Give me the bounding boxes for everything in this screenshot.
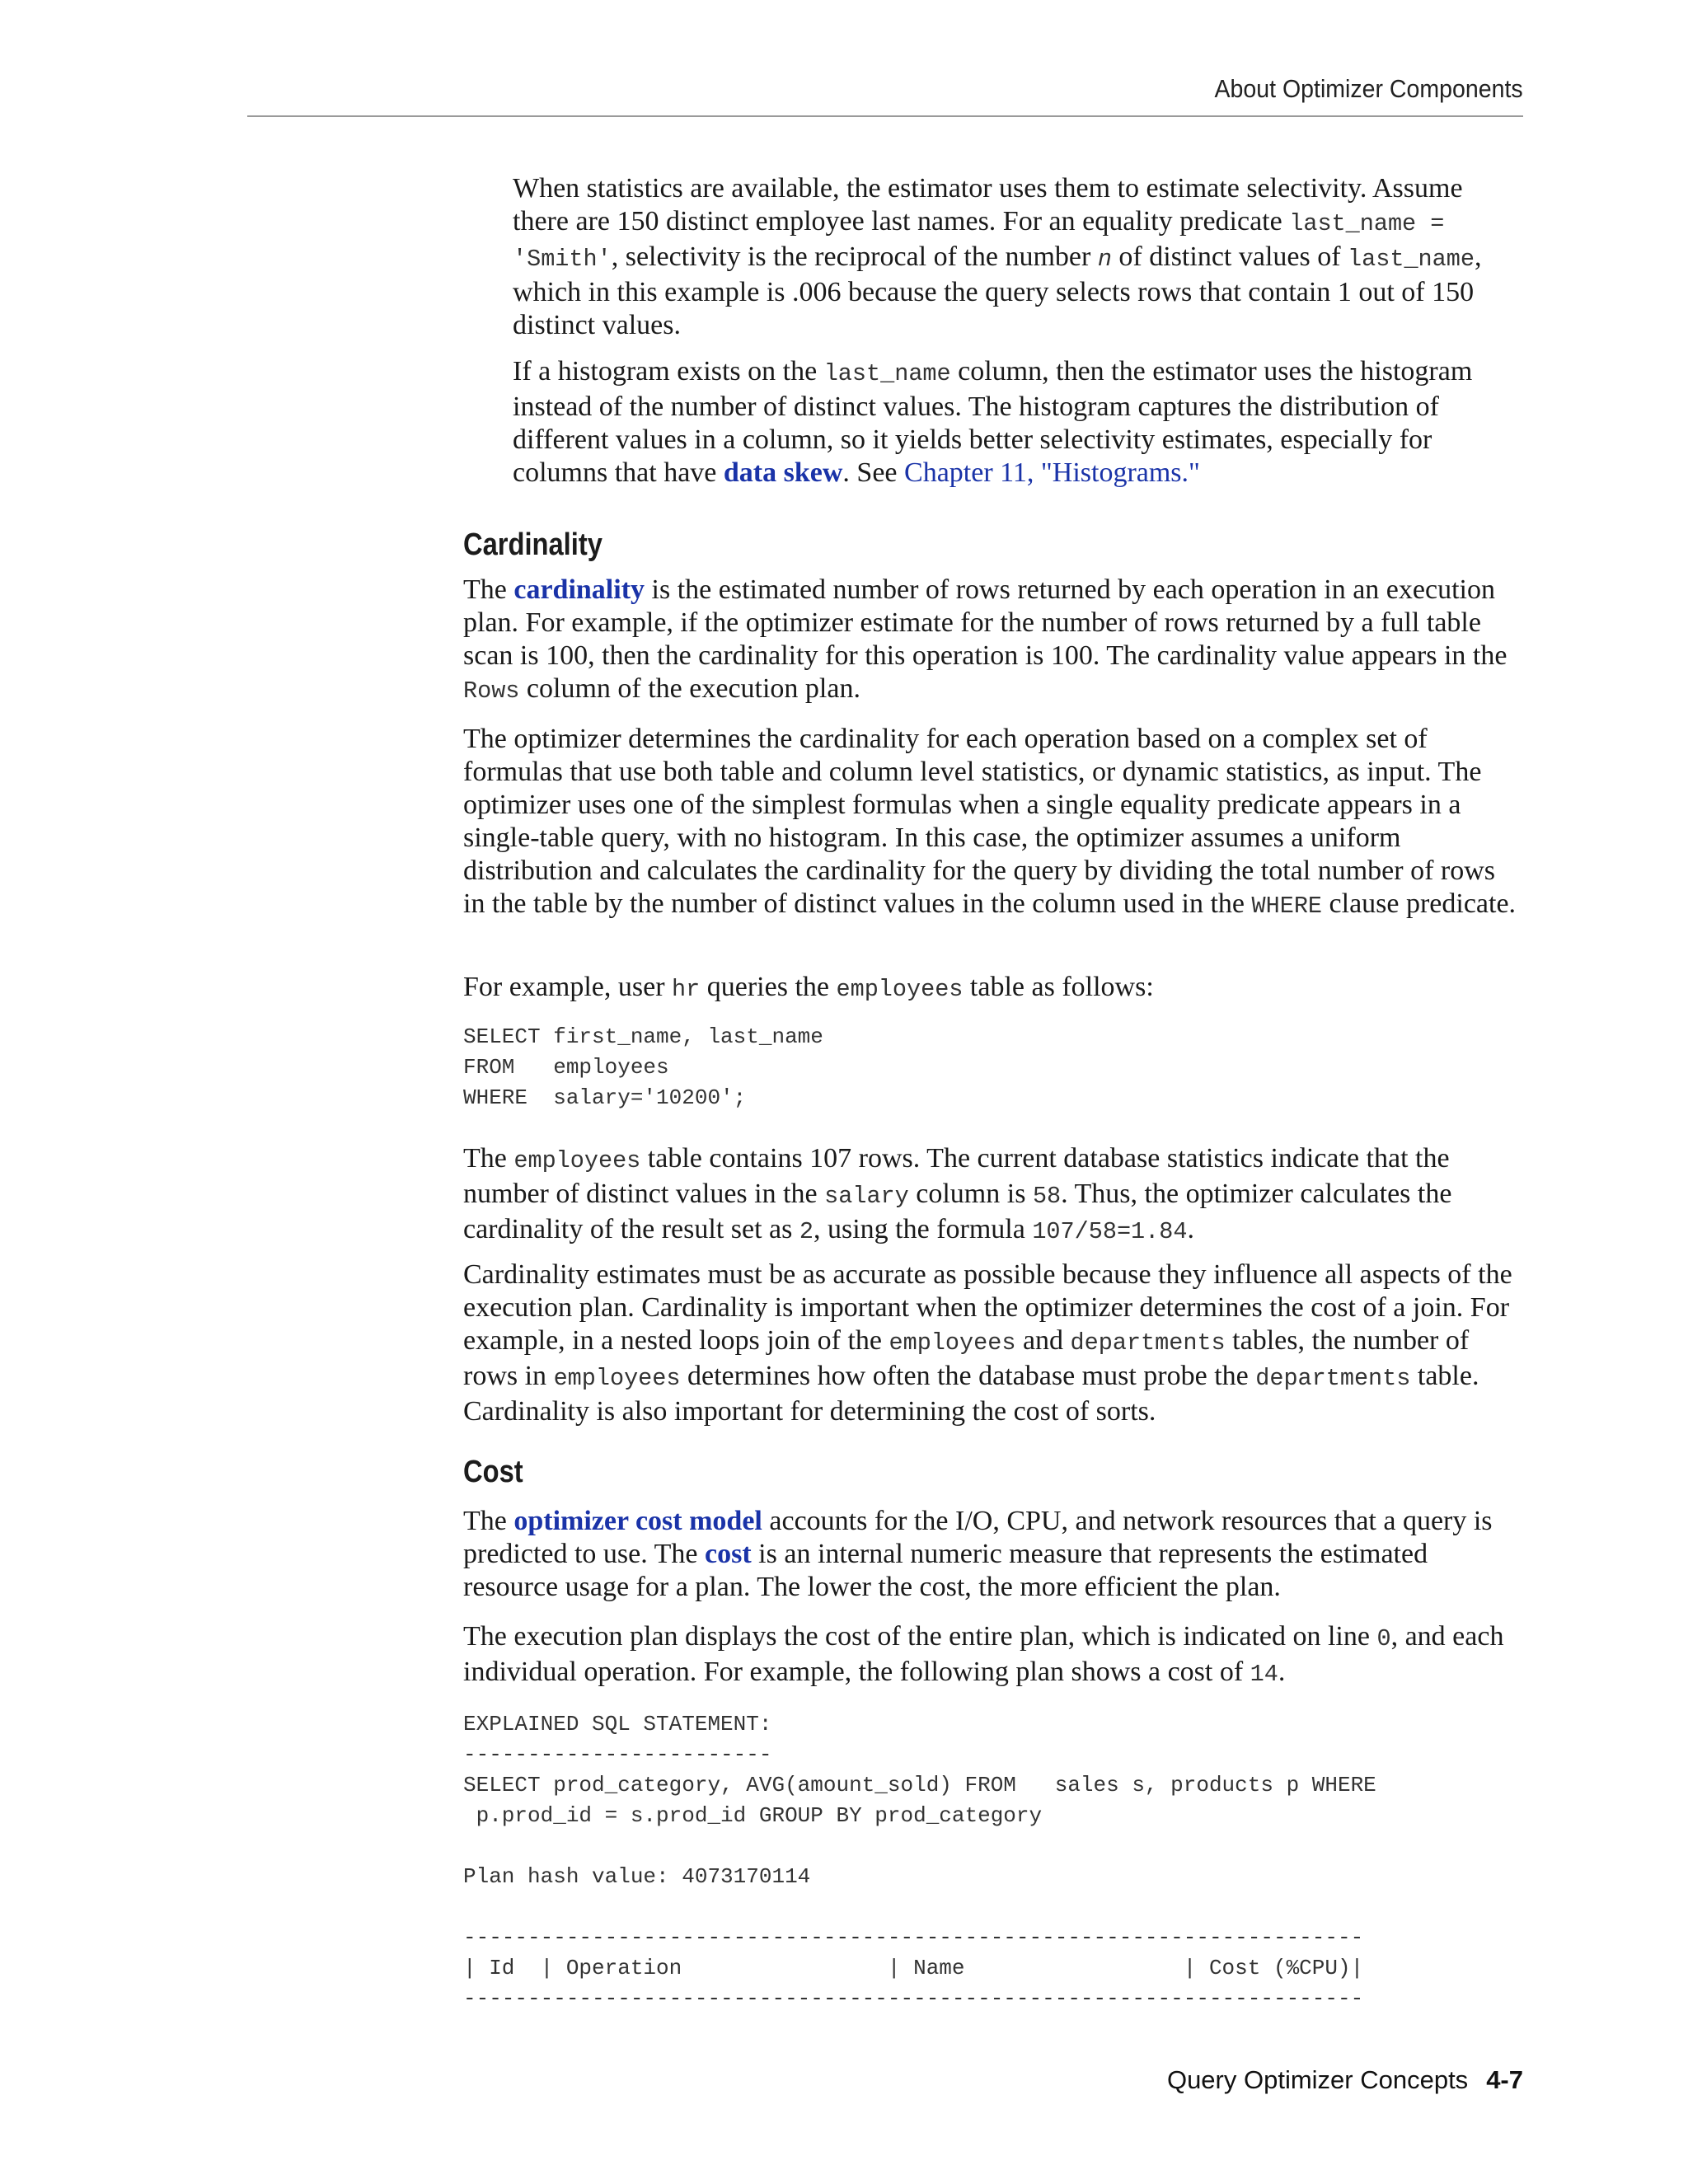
text: The execution plan displays the cost of the entire plan, which is indicated on line [463, 1621, 1377, 1652]
text: column, then the estimator uses the histogram instead of the number of distinct values. The histogram captures the distribution of different values in a column, so it yields better selectivity estimates, especially for columns that have [513, 356, 1473, 488]
inline-code: 107/58=1.84 [1032, 1218, 1188, 1245]
inline-code: 58 [1032, 1183, 1062, 1210]
text: column of the execution plan. [519, 673, 860, 704]
text: If a histogram exists on the [513, 356, 824, 387]
cost-paragraph-2 [463, 1620, 1523, 1691]
text: When statistics are available, the estimator uses them to estimate selectivity. Assume there are 150 distinct employee last names. For an equality predicate [513, 173, 1463, 237]
text: For example, user [463, 972, 673, 1002]
inline-code: departments [1070, 1329, 1226, 1357]
text: . [1187, 1214, 1194, 1244]
inline-code: 14 [1250, 1661, 1278, 1688]
cardinality-paragraph-3 [463, 971, 1523, 1006]
inline-variable: n [1097, 246, 1112, 273]
text: The optimizer determines the cardinality for each operation based on a complex set of formulas that use both table and column level statistics, or dynamic statistics, as input. The optimizer uses one of the simplest formulas when a single equality predicate appears in a single-table query, with no histogram. In this case, the optimizer assumes a uniform distribution and calculates the cardinality for the query by dividing the total number of rows in the table by the number of distinct values in the column used in the [463, 724, 1496, 919]
inline-code: hr [672, 976, 701, 1003]
inline-code: employees [553, 1365, 681, 1392]
intro-paragraph-1 [513, 172, 1523, 342]
inline-code: WHERE [1251, 893, 1323, 920]
inline-code: Rows [463, 677, 520, 705]
text: column is [908, 1179, 1033, 1209]
chapter-11-histograms-link[interactable]: Chapter 11, "Histograms." [904, 457, 1200, 488]
text: is the estimated number of rows returned by each operation in an execution plan. For example, if the optimizer estimate for the number of rows returned by a full table scan is 100, then the cardinality for this operation is 100. The cardinality value appears in the [463, 574, 1507, 671]
inline-code: departments [1255, 1365, 1411, 1392]
glossary-link-cost[interactable]: cost [705, 1539, 752, 1569]
text: of distinct values of [1111, 241, 1348, 272]
text: , selectivity is the reciprocal of the number [611, 241, 1098, 272]
inline-code: employees [836, 976, 964, 1003]
cost-paragraph-1 [463, 1505, 1523, 1604]
text: , using the formula [813, 1214, 1033, 1244]
inline-code: last_name = 'Smith' [513, 210, 1445, 273]
text: accounts for the I/O, CPU, and network resources that a query is predicted to use. The [463, 1506, 1493, 1569]
cardinality-paragraph-1 [463, 574, 1523, 708]
text: table as follows: [963, 972, 1154, 1002]
text: determines how often the database must probe the [680, 1361, 1256, 1391]
text: tables, the number of rows in [463, 1325, 1470, 1391]
text: . Thus, the optimizer calculates the cardinality of the result set as [463, 1179, 1452, 1244]
text: and [1015, 1325, 1071, 1356]
text: The [463, 574, 514, 605]
text: queries the [700, 972, 837, 1002]
inline-code: employees [513, 1147, 641, 1174]
text: clause predicate. [1322, 888, 1517, 919]
cardinality-paragraph-5 [463, 1258, 1523, 1428]
glossary-link-data-skew[interactable]: data skew [723, 457, 843, 488]
page-number: 4-7 [1486, 2065, 1523, 2094]
inline-code: 0 [1376, 1625, 1391, 1652]
text: . See [842, 457, 905, 488]
sql-code-example: SELECT first_name, last_name FROM employees WHERE salary='10200'; [463, 1024, 823, 1110]
text: , which in this example is .006 because the query selects rows that contain 1 out of 150 distinct values. [513, 241, 1482, 340]
execution-plan-code: EXPLAINED SQL STATEMENT: ------------------------ SELECT prod_category, AVG(amount_sold) FROM sales s, products p WHERE p.prod_id = s.prod_id GROUP BY prod_category Plan hash value: 4073170114 ---------------------------------------------------------------------- | Id | Operation | Name | Cost (%CPU)| ---------------------------------------------------------------------- [463, 1712, 1376, 2011]
text: table. Cardinality is also important for determining the cost of sorts. [463, 1361, 1479, 1427]
text: The [463, 1506, 514, 1536]
inline-code: employees [889, 1329, 1016, 1357]
text: Cardinality estimates must be as accurate as possible because they influence all aspects of the execution plan. Cardinality is important when the optimizer determines the cost of a join. For example, in a nested loops join of the [463, 1259, 1512, 1356]
running-header: About Optimizer Components [1214, 74, 1523, 103]
intro-paragraph-2 [513, 355, 1523, 490]
inline-code: salary [824, 1183, 909, 1210]
cardinality-paragraph-4 [463, 1142, 1523, 1249]
text: table contains 107 rows. The current database statistics indicate that the number of distinct values in the [463, 1143, 1450, 1209]
glossary-link-cardinality[interactable]: cardinality [513, 574, 645, 605]
text: . [1278, 1657, 1286, 1687]
inline-code: last_name [1348, 246, 1475, 273]
text: is an internal numeric measure that represents the estimated resource usage for a plan. The lower the cost, the more efficient the plan. [463, 1539, 1428, 1602]
header-rule [247, 115, 1523, 117]
glossary-link-optimizer-cost-model[interactable]: optimizer cost model [513, 1506, 762, 1536]
cardinality-paragraph-2 [463, 723, 1523, 923]
text: The [463, 1143, 514, 1174]
page-footer [1167, 2065, 1523, 2095]
inline-code: 2 [799, 1218, 814, 1245]
text: , and each individual operation. For example, the following plan shows a cost of [463, 1621, 1504, 1687]
section-heading-cardinality: Cardinality [463, 527, 603, 562]
section-heading-cost: Cost [463, 1455, 523, 1489]
book-title: Query Optimizer Concepts [1166, 2065, 1469, 2094]
inline-code: last_name [823, 360, 951, 387]
